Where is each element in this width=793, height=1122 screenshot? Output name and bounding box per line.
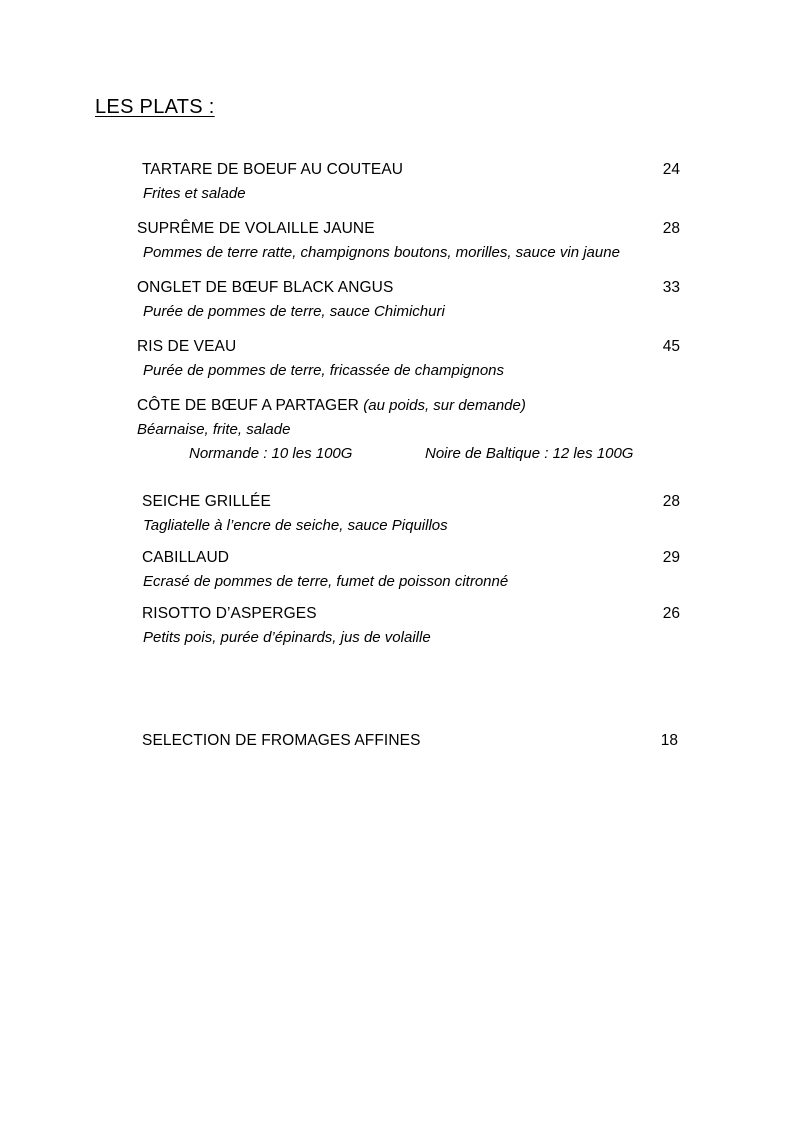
dish-description: Frites et salade bbox=[143, 185, 246, 202]
dish-name: ONGLET DE BŒUF BLACK ANGUS bbox=[137, 279, 394, 296]
dish-description: Béarnaise, frite, salade bbox=[137, 421, 291, 438]
dish-description: Tagliatelle à l’encre de seiche, sauce Piquillos bbox=[143, 517, 448, 534]
dish-price: 26 bbox=[662, 605, 680, 622]
dish-name: SEICHE GRILLÉE bbox=[142, 493, 271, 510]
cheese-name: SELECTION DE FROMAGES AFFINES bbox=[142, 732, 421, 749]
cheese-price: 18 bbox=[660, 732, 678, 749]
dish-price: 28 bbox=[662, 220, 680, 237]
dish-name: RISOTTO D’ASPERGES bbox=[142, 605, 317, 622]
dish-price: 28 bbox=[662, 493, 680, 510]
dish-option: Normande : 10 les 100G bbox=[189, 445, 353, 462]
dish-name: TARTARE DE BOEUF AU COUTEAU bbox=[142, 161, 404, 178]
dish-description: Purée de pommes de terre, fricassée de champignons bbox=[143, 362, 505, 379]
dish-name-row bbox=[137, 397, 526, 415]
dish-description: Petits pois, purée d’épinards, jus de volaille bbox=[143, 629, 431, 646]
dish-price: 33 bbox=[662, 279, 680, 296]
dish-price: 29 bbox=[662, 549, 680, 566]
dish-note: (au poids, sur demande) bbox=[363, 397, 526, 414]
dish-name: RIS DE VEAU bbox=[137, 338, 237, 355]
dish-price: 45 bbox=[662, 338, 680, 355]
dish-option: Noire de Baltique : 12 les 100G bbox=[425, 445, 634, 462]
dish-name: CÔTE DE BŒUF A PARTAGER bbox=[137, 397, 359, 414]
dish-name: SUPRÊME DE VOLAILLE JAUNE bbox=[137, 220, 375, 237]
dish-price: 24 bbox=[662, 161, 680, 178]
dish-description: Ecrasé de pommes de terre, fumet de poisson citronné bbox=[143, 573, 509, 590]
dish-name: CABILLAUD bbox=[142, 549, 230, 566]
page-title: LES PLATS : bbox=[95, 96, 215, 118]
dish-description: Purée de pommes de terre, sauce Chimichuri bbox=[143, 303, 445, 320]
dish-description: Pommes de terre ratte, champignons boutons, morilles, sauce vin jaune bbox=[143, 244, 620, 261]
